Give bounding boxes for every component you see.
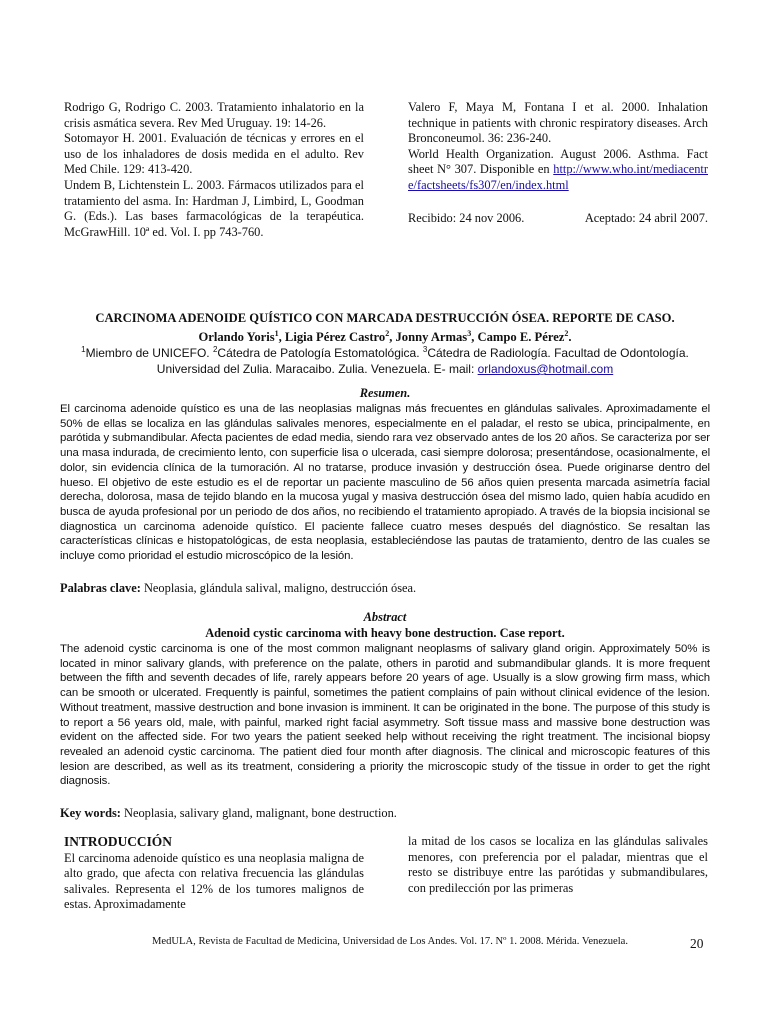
author-name: Orlando Yoris — [198, 330, 275, 345]
reference-entry: Rodrigo G, Rodrigo C. 2003. Tratamiento inhalatorio en la crisis asmática severa. Rev Med Uruguay. 19: 14-26. — [64, 100, 364, 130]
keywords-label: Palabras clave: — [60, 581, 141, 595]
accepted-date: Aceptado: 24 abril 2007. — [584, 210, 708, 225]
palabras-clave — [60, 581, 710, 596]
references-left-column — [64, 100, 364, 240]
who-reference-text: World Health Organization. August 2006. Asthma. Fact sheet N° 307. Disponible en — [408, 146, 708, 177]
author-affiliation-mark: 2 — [385, 329, 390, 338]
introduction-left-column — [64, 834, 364, 913]
author-affiliation-mark: 1 — [274, 329, 279, 338]
article-title: CARCINOMA ADENOIDE QUÍSTICO CON MARCADA DESTRUCCIÓN ÓSEA. REPORTE DE CASO. — [95, 311, 675, 325]
author-name: Ligia Pérez Castro — [284, 330, 386, 345]
reference-entry: Undem B, Lichtenstein L. 2003. Fármacos utilizados para el tratamiento del asma. In: Hardman J, Limbird, L, Goodman G. (Eds.). Las bases farmacológicas de la terapéutica. McGrawHill. 10ª ed. Vol. I. pp 743-760. — [64, 177, 364, 239]
keywords-label: Key words: — [60, 806, 121, 820]
journal-footer: MedULA, Revista de Facultad de Medicina, Universidad de Los Andes. Vol. 17. Nº 1. 2008. Mérida. Venezuela. — [151, 936, 629, 947]
received-date: Recibido: 24 nov 2006. — [408, 210, 525, 225]
affiliation-line-1: $^1$Miembro de UNICEFO. $^2$Cátedra de Patología Estomatológica. $^3$Cátedra de Radiología. Facultad de Odontología. — [81, 345, 689, 360]
page-number: 20 — [690, 936, 704, 951]
author-list: Orlando Yoris$^1$, Ligia Pérez Castro$^2$, Jonny Armas$^3$, Campo E. Pérez$^2$. — [198, 329, 572, 345]
reference-entry: Sotomayor H. 2001. Evaluación de técnicas y errores en el uso de los inhaladores de dosis medida en el adulto. Rev Med Chile. 129: 413-420. — [64, 131, 364, 177]
keywords-value: Neoplasia, glándula salival, maligno, destrucción ósea. — [143, 581, 417, 595]
resumen-body: El carcinoma adenoide quístico es una de las neoplasias malignas más frecuentes en glándulas salivales. Aproximadamente el 50% de ellas se localiza en las glándulas salivales menores, especialmente en el paladar, el resto se ubica, principalmente, en parótida y submandibular. Afecta pacientes de edad media, siendo rara vez observado antes de los 20 años. Se caracteriza por ser una masa indurada, de crecimiento lento, con superficie lisa o ulcerada, casi siempre dolorosa; presentándose, ocasionalmente, el dolor, sin evidencia clínica de la tumoración. Al no tratarse, produce invasión y destrucción ósea. Puede originarse dentro del hueso. El objetivo de este estudio es el de reportar un paciente masculino de 56 años quien presenta marcada asimetría facial derecha, dolorosa, masa de tejido blando en la mucosa yugal y masiva destrucción ósea del mismo lado, quien había acudido en busca de ayuda profesional por un periodo de dos años, no recibiendo el tratamiento apropiado. A través de la biopsia incisional se diagnostica un carcinoma adenoide quístico. El paciente fallece cuatro meses después del diagnóstico. Se resaltan las características clínicas e histopatológicas, de esta neoplasia, estableciéndose las pautas de tratamiento, dentro de las cuales se incluye como prioridad el estudio microscópico de la lesión. — [60, 403, 710, 563]
introduction-paragraph: la mitad de los casos se localiza en las glándulas salivales menores, con preferencia por el paladar, mientras que el resto se distribuye entre las parótidas y submandibulares, con predilección por las primeras — [408, 834, 708, 895]
author-name: Campo E. Pérez — [477, 330, 565, 345]
references-right-column — [408, 100, 708, 226]
submission-dates — [408, 211, 708, 227]
reference-entry — [408, 147, 708, 194]
keywords-value: Neoplasia, salivary gland, malignant, bone destruction. — [124, 806, 397, 820]
key-words — [60, 806, 710, 821]
abstract-body: The adenoid cystic carcinoma is one of the most common malignant neoplasms of salivary gland origin. Approximately 50% is located in minor salivary glands, with preference on the palate, others in parotid and submandibular glands. It is more frequent between the fifth and seventh decades of life, rarely appears before 20 years of age. Usually is a slow growing firm mass, which can be smooth or ulcerated. Frequently is painful, sometimes the patient complains of pain without clinical evidence of the lesion. Without treatment, massive destruction and bone invasion is imminent. It can be originated in the bone. The purpose of this study is to report a 56 years old, male, with painful, marked right facial asymmetry. Soft tissue mass and massive bone destruction was evident on the affected side. For two years the patient seeked help without receiving the right treatment. The incisional biopsy revealed an adenoid cystic carcinoma. The patient died four month after diagnosis. The clinical and microscopic features of this lesion are described, as well as its treatment, considering a priority the microscopic study of the tissue in order to get the right diagnosis. — [60, 643, 710, 788]
author-email-link[interactable]: orlandoxus@hotmail.com — [477, 362, 614, 376]
abstract-heading: Abstract — [363, 610, 407, 624]
author-affiliation-mark: 3 — [467, 329, 472, 338]
abstract-title: Adenoid cystic carcinoma with heavy bone destruction. Case report. — [205, 626, 565, 640]
author-affiliation-mark: 2 — [564, 329, 569, 338]
who-reference-link[interactable]: http://www.who.int/mediacentre/factsheets/fs307/en/index.html — [408, 162, 708, 192]
affiliations — [60, 342, 710, 377]
reference-entry: Valero F, Maya M, Fontana I et al. 2000. Inhalation technique in patients with chronic respiratory diseases. Arch Bronconeumol. 36: 236-240. — [408, 100, 708, 146]
author-name: Jonny Armas — [395, 330, 468, 345]
introduction-right-column — [408, 834, 708, 896]
affiliation-line-2: Universidad del Zulia. Maracaibo. Zulia. Venezuela. E- mail: orlandoxus@hotmail.com — [156, 362, 614, 376]
resumen-heading: Resumen. — [359, 386, 411, 400]
introduction-paragraph: El carcinoma adenoide quístico es una neoplasia maligna de alto grado, que afecta con relativa frecuencia las glándulas salivales. Representa el 12% de los tumores malignos de estas. Aproximadamente — [64, 850, 364, 912]
introduction-heading: INTRODUCCIÓN — [64, 834, 172, 849]
